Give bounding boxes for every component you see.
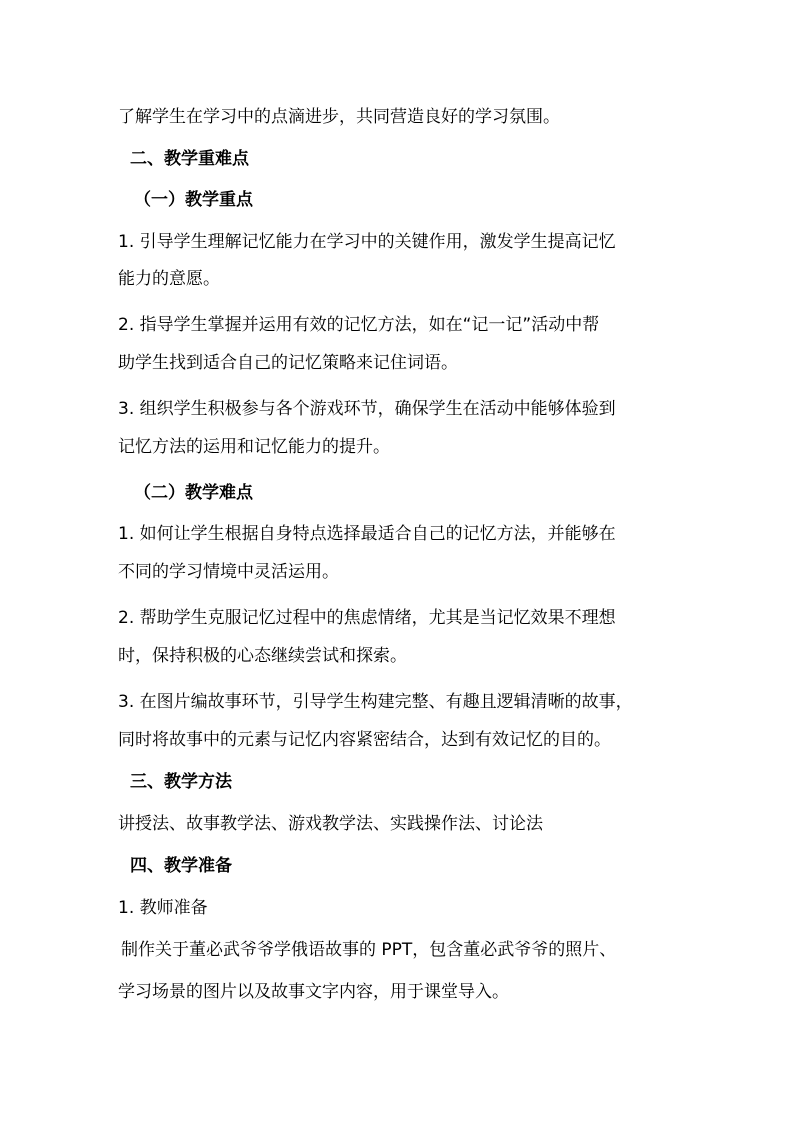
list-item-line: 3. 在图片编故事环节，引导学生构建完整、有趣且逻辑清晰的故事， [118,692,633,712]
paragraph-line: 讲授法、故事教学法、游戏教学法、实践操作法、讨论法 [118,814,543,834]
list-item-line: 2. 帮助学生克服记忆过程中的焦虑情绪，尤其是当记忆效果不理想 [118,608,616,628]
list-item-line: 不同的学习情境中灵活运用。 [118,562,339,582]
subsection-heading: （一）教学重点 [134,190,253,210]
section-heading: 三、教学方法 [130,772,232,792]
section-heading: 二、教学重难点 [130,149,249,169]
subsection-heading: （二）教学难点 [134,483,253,503]
paragraph-line: 学习场景的图片以及故事文字内容，用于课堂导入。 [118,982,509,1002]
paragraph-line: 了解学生在学习中的点滴进步，共同营造良好的学习氛围。 [118,107,560,127]
list-item-line: 3. 组织学生积极参与各个游戏环节，确保学生在活动中能够体验到 [118,399,616,419]
list-item-line: 记忆方法的运用和记忆能力的提升。 [118,437,390,457]
list-item-line: 能力的意愿。 [118,269,220,289]
list-item-line: 1. 如何让学生根据自身特点选择最适合自己的记忆方法，并能够在 [118,524,616,544]
paragraph-line: 制作关于董必武爷爷学俄语故事的 PPT，包含董必武爷爷的照片、 [121,940,617,960]
list-item-line: 同时将故事中的元素与记忆内容紧密结合，达到有效记忆的目的。 [118,730,611,750]
list-item-line: 1. 教师准备 [118,898,208,918]
list-item-line: 时，保持积极的心态继续尝试和探索。 [118,646,407,666]
list-item-line: 1. 引导学生理解记忆能力在学习中的关键作用，激发学生提高记忆 [118,232,616,252]
section-heading: 四、教学准备 [130,856,232,876]
list-item-line: 助学生找到适合自己的记忆策略来记住词语。 [118,353,458,373]
list-item-line: 2. 指导学生掌握并运用有效的记忆方法，如在“记一记”活动中帮 [118,315,600,335]
